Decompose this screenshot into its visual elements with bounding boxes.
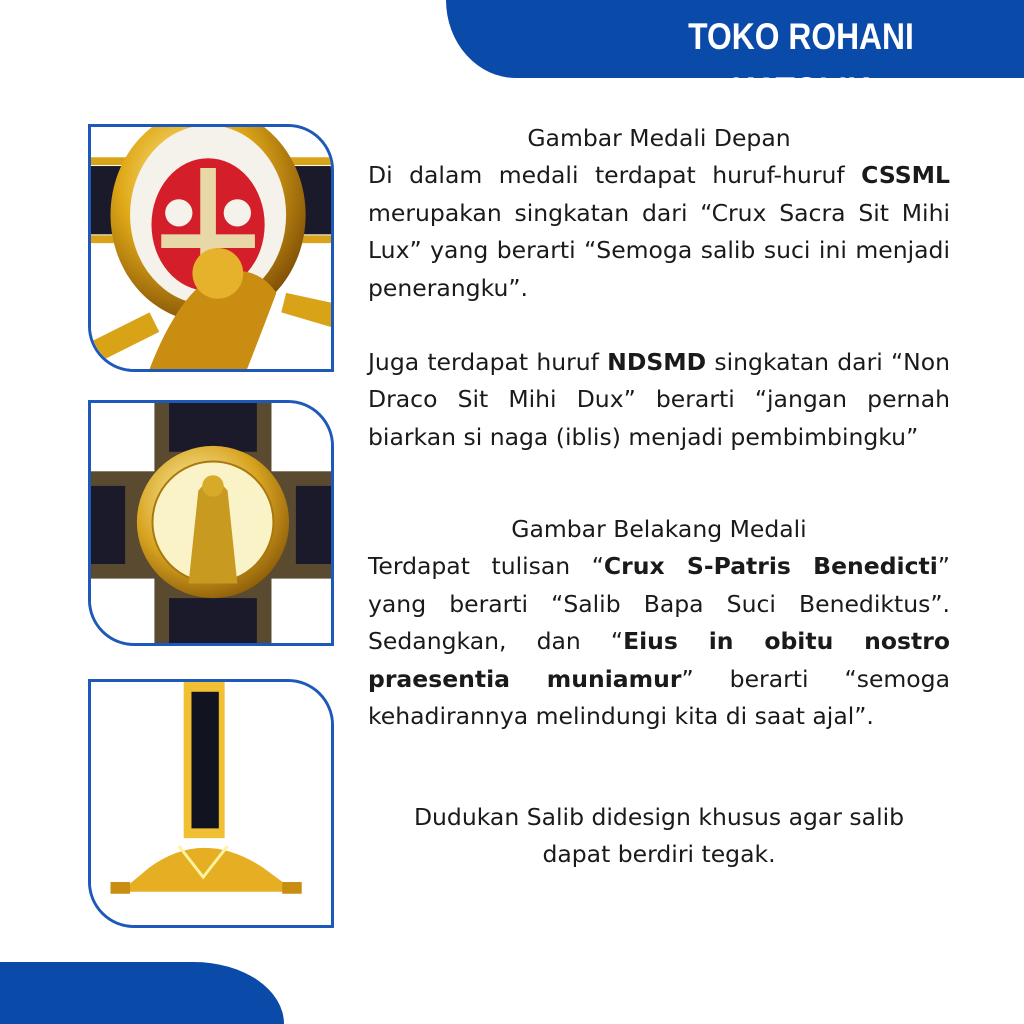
bold-term-cssml: CSSML xyxy=(861,161,950,190)
bold-term-eius: Eius in obitu nostro praesentia muniamur xyxy=(368,627,950,693)
text-span: Juga terdapat huruf xyxy=(368,348,608,377)
stand-photo xyxy=(88,679,334,928)
bold-term-crux: Crux S-Patris Benedicti xyxy=(603,552,938,581)
text-span: singkatan dari “Non Draco Sit Mihi Dux” berarti “jangan pernah biarkan si naga (iblis) menjadi pembimbingku” xyxy=(368,348,950,451)
footer-band xyxy=(0,962,284,1024)
front-medal-heading: Gambar Medali Depan xyxy=(527,124,791,152)
bold-term-ndsmd: NDSMD xyxy=(607,348,707,377)
stand-section xyxy=(368,799,950,874)
text-span: ” yang berarti “Salib Bapa Suci Benediktus”. Sedangkan, dan “ xyxy=(368,552,950,656)
text-span: Terdapat tulisan “ xyxy=(368,552,604,581)
front-medal-paragraph-1 xyxy=(368,157,950,307)
front-medal-photo xyxy=(88,124,334,372)
store-title: TOKO ROHANI KATOLIK xyxy=(688,16,914,111)
back-medal-photo xyxy=(88,400,334,646)
stand-line-1: Dudukan Salib didesign khusus agar salib xyxy=(413,803,905,831)
stand-line-2: dapat berdiri tegak. xyxy=(542,840,776,869)
header-band xyxy=(446,0,1024,111)
text-span: ” berarti “semoga kehadirannya melindungi kita di saat ajal”. xyxy=(368,664,951,731)
text-span: merupakan singkatan dari “Crux Sacra Sit Mihi Lux” yang berarti “Semoga salib suci ini menjadi penerangku”. xyxy=(368,198,950,302)
back-medal-heading: Gambar Belakang Medali xyxy=(511,515,807,543)
front-medal-paragraph-2 xyxy=(368,344,950,456)
back-medal-section xyxy=(368,511,950,735)
text-span: Di dalam medali terdapat huruf-huruf xyxy=(368,161,862,190)
front-medal-section xyxy=(368,120,950,456)
back-medal-paragraph xyxy=(368,548,950,735)
